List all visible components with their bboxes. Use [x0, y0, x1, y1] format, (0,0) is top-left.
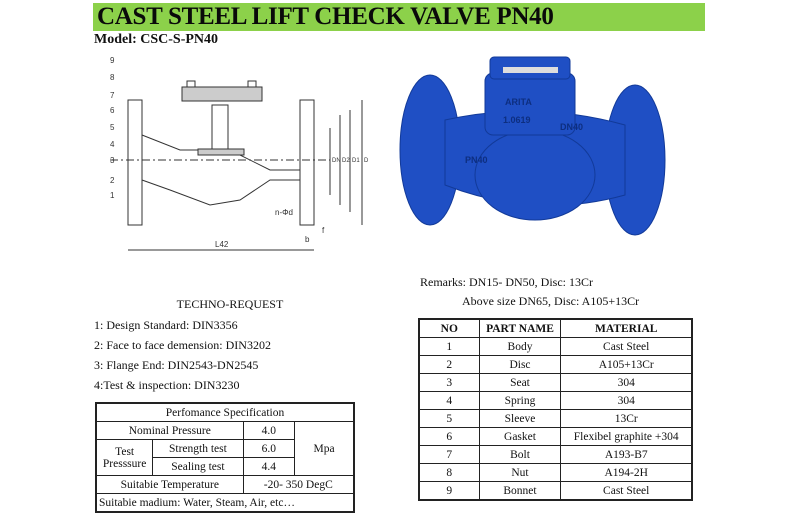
part-no: 1 — [419, 338, 479, 356]
valve-section-drawing — [100, 50, 380, 260]
part-material: A193-B7 — [561, 446, 692, 464]
callout-1: 1 — [110, 191, 115, 200]
table-row — [419, 338, 692, 356]
table-row — [419, 464, 692, 482]
table-row — [419, 410, 692, 428]
table-row — [419, 392, 692, 410]
part-name: Disc — [479, 356, 561, 374]
remarks-line1: Remarks: DN15- DN50, Disc: 13Cr — [420, 275, 593, 289]
part-no: 5 — [419, 410, 479, 428]
photo-mark-dn: DN40 — [560, 122, 584, 132]
temp-value: -20- 350 DegC — [243, 476, 354, 494]
part-no: 4 — [419, 392, 479, 410]
col-material: MATERIAL — [561, 319, 692, 338]
nominal-value: 4.0 — [243, 422, 295, 440]
callout-9: 9 — [110, 56, 115, 65]
dim-length: L42 — [215, 240, 229, 249]
part-name: Nut — [479, 464, 561, 482]
table-row — [419, 446, 692, 464]
strength-value: 6.0 — [243, 440, 295, 458]
techno-item: 3: Flange End: DIN2543-DN2545 — [94, 358, 259, 372]
part-material: 304 — [561, 374, 692, 392]
test-pressure-label: Test Presssure — [96, 440, 153, 476]
part-name: Sleeve — [479, 410, 561, 428]
part-no: 7 — [419, 446, 479, 464]
techno-request-title: TECHNO-REQUEST — [176, 297, 284, 311]
part-name: Bolt — [479, 446, 561, 464]
model-label: Model: CSC-S-PN40 — [94, 32, 219, 47]
part-no: 6 — [419, 428, 479, 446]
part-name: Gasket — [479, 428, 561, 446]
strength-label: Strength test — [153, 440, 243, 458]
parts-table — [418, 318, 693, 501]
table-row — [419, 482, 692, 501]
perf-header: Perfomance Specification — [96, 403, 354, 422]
page-title: CAST STEEL LIFT CHECK VALVE PN40 — [93, 3, 705, 31]
performance-table — [95, 402, 355, 513]
dim-d: D — [364, 158, 369, 164]
dim-f: f — [322, 226, 325, 235]
col-no: NO — [419, 319, 479, 338]
part-name: Seat — [479, 374, 561, 392]
sealing-label: Sealing test — [153, 458, 243, 476]
callout-6: 6 — [110, 106, 115, 115]
part-material: Cast Steel — [561, 338, 692, 356]
part-name: Spring — [479, 392, 561, 410]
callout-5: 5 — [110, 123, 115, 132]
dim-dn: DN — [332, 158, 341, 164]
unit: Mpa — [295, 422, 354, 476]
spring — [212, 105, 228, 150]
part-material: Cast Steel — [561, 482, 692, 501]
callout-7: 7 — [110, 91, 115, 100]
callout-4: 4 — [110, 140, 115, 149]
photo-mark-pn: PN40 — [465, 155, 488, 165]
temp-label: Suitabie Temperature — [96, 476, 243, 494]
photo-mark-brand: ARITA — [505, 97, 532, 107]
col-part-name: PART NAME — [479, 319, 561, 338]
table-row — [419, 374, 692, 392]
bonnet — [182, 87, 262, 101]
sealing-value: 4.4 — [243, 458, 295, 476]
nominal-label: Nominal Pressure — [96, 422, 243, 440]
dim-d2: D2 — [342, 158, 350, 164]
left-flange — [128, 100, 142, 225]
part-material: A105+13Cr — [561, 356, 692, 374]
part-name: Body — [479, 338, 561, 356]
callout-2: 2 — [110, 176, 115, 185]
part-material: A194-2H — [561, 464, 692, 482]
techno-item: 4:Test & inspection: DIN3230 — [94, 378, 240, 392]
part-no: 2 — [419, 356, 479, 374]
part-material: 13Cr — [561, 410, 692, 428]
dim-b: b — [305, 235, 310, 244]
table-row — [419, 428, 692, 446]
techno-item: 1: Design Standard: DIN3356 — [94, 318, 238, 332]
table-row — [419, 356, 692, 374]
valve-photo — [395, 45, 670, 260]
techno-item: 2: Face to face demension: DIN3202 — [94, 338, 271, 352]
disc — [198, 149, 244, 155]
dim-d1: D1 — [352, 158, 360, 164]
callout-8: 8 — [110, 73, 115, 82]
part-material: Flexibel graphite +304 — [561, 428, 692, 446]
photo-mark-material: 1.0619 — [503, 115, 531, 125]
remarks-line2: Above size DN65, Disc: A105+13Cr — [462, 294, 640, 308]
part-no: 9 — [419, 482, 479, 501]
part-no: 8 — [419, 464, 479, 482]
dim-bolt-holes: n-Φd — [275, 208, 293, 217]
part-name: Bonnet — [479, 482, 561, 501]
medium: Suitabie madium: Water, Steam, Air, etc… — [96, 494, 354, 513]
part-no: 3 — [419, 374, 479, 392]
right-flange — [300, 100, 314, 225]
callout-3: 3 — [110, 156, 115, 165]
part-material: 304 — [561, 392, 692, 410]
